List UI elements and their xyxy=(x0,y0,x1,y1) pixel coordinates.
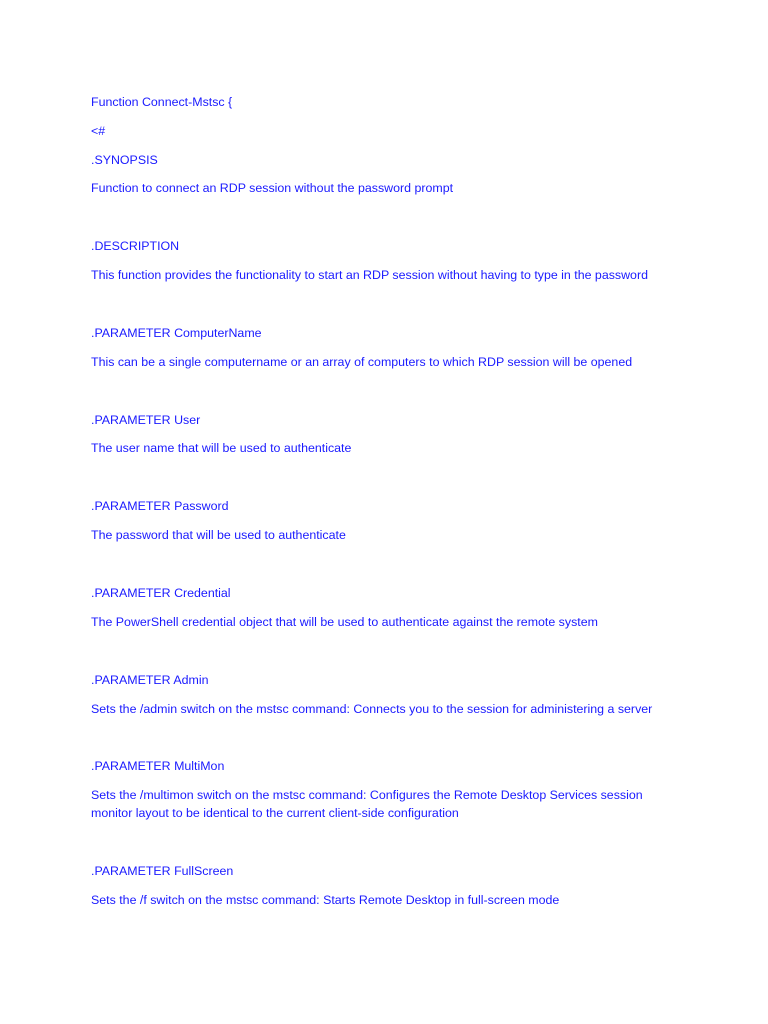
parameter-password-text: The password that will be used to authenticate xyxy=(91,528,346,542)
synopsis-text: Function to connect an RDP session without the password prompt xyxy=(91,181,454,195)
synopsis-heading: .SYNOPSIS xyxy=(91,153,158,167)
parameter-admin-text: Sets the /admin switch on the mstsc command: Connects you to the session for administering a server xyxy=(91,702,653,716)
parameter-admin-heading: .PARAMETER Admin xyxy=(91,673,209,687)
parameter-multimon-text: Sets the /multimon switch on the mstsc command: Configures the Remote Desktop Services session monitor layout to be identical to the current client-side configuration xyxy=(91,788,643,820)
comment-block-open: <# xyxy=(91,124,106,138)
parameter-password-heading: .PARAMETER Password xyxy=(91,499,229,513)
parameter-credential-heading: .PARAMETER Credential xyxy=(91,586,231,600)
function-declaration: Function Connect-Mstsc { xyxy=(91,95,233,109)
parameter-computername-text: This can be a single computername or an array of computers to which RDP session will be opened xyxy=(91,355,633,369)
parameter-fullscreen-text: Sets the /f switch on the mstsc command: Starts Remote Desktop in full-screen mode xyxy=(91,893,560,907)
parameter-user-heading: .PARAMETER User xyxy=(91,413,201,427)
parameter-credential-text: The PowerShell credential object that will be used to authenticate against the remote system xyxy=(91,615,598,629)
parameter-user-text: The user name that will be used to authenticate xyxy=(91,441,352,455)
description-heading: .DESCRIPTION xyxy=(91,239,180,253)
description-text: This function provides the functionality to start an RDP session without having to type in the password xyxy=(91,268,648,282)
parameter-multimon-heading: .PARAMETER MultiMon xyxy=(91,759,225,773)
parameter-computername-heading: .PARAMETER ComputerName xyxy=(91,326,262,340)
parameter-fullscreen-heading: .PARAMETER FullScreen xyxy=(91,864,234,878)
